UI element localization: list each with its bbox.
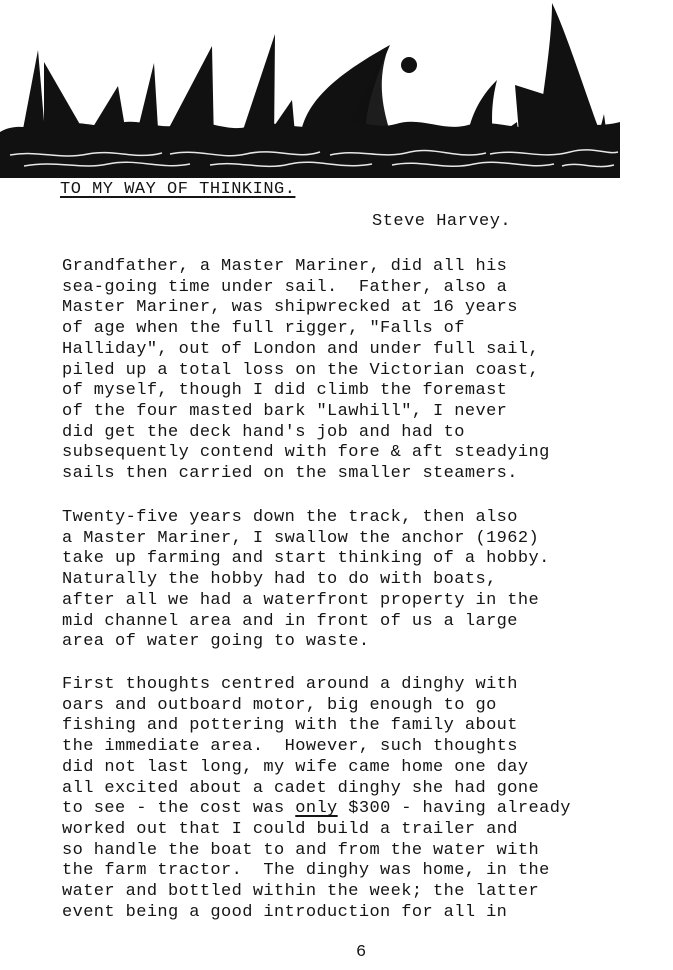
paragraph-2 [62,508,662,653]
paragraph-line: oars and outboard motor, big enough to go [62,695,497,715]
paragraph-line: area of water going to waste. [62,632,370,652]
paragraph-line: after all we had a waterfront property in the [62,590,540,610]
paragraph-line: of age when the full rigger, "Falls of [62,319,465,339]
paragraph-line: of myself, though I did climb the foremast [62,381,508,401]
sailing-ships-banner-icon [0,0,620,178]
paragraph-line: the farm tractor. The dinghy was home, in the [62,861,550,881]
paragraph-3 [62,675,662,923]
paragraph-line-with-underline [62,799,662,820]
paragraph-line: mid channel area and in front of us a large [62,611,518,631]
paragraph-line: fishing and pottering with the family about [62,716,518,736]
paragraph-line: the immediate area. However, such thoughts [62,737,518,757]
paragraph-line: did not last long, my wife came home one day [62,757,529,777]
underline-line-after: $300 - having already [337,799,571,819]
paragraph-line: subsequently contend with fore & aft steadying [62,443,550,463]
paragraph-line: event being a good introduction for all in [62,902,508,922]
paragraph-line: worked out that I could build a trailer and [62,819,518,839]
paragraph-line: water and bottled within the week; the latter [62,882,540,902]
underlined-word: only [295,799,338,819]
paragraph-line: Master Mariner, was shipwrecked at 16 years [62,298,518,318]
paragraph-line: sails then carried on the smaller steamers. [62,464,518,484]
paragraph-line: did get the deck hand's job and had to [62,422,465,442]
paragraph-line: piled up a total loss on the Victorian coast, [62,360,540,380]
paragraph-line: all excited about a cadet dinghy she had gone [62,778,540,798]
page-number: 6 [356,943,367,962]
paragraph-line: take up farming and start thinking of a hobby. [62,549,550,569]
paragraph-1 [62,257,662,485]
paragraph-line: First thoughts centred around a dinghy with [62,675,518,694]
paragraph-line: Twenty-five years down the track, then also [62,508,518,527]
paragraph-line: a Master Mariner, I swallow the anchor (1962) [62,528,540,548]
paragraph-line: of the four masted bark "Lawhill", I never [62,401,508,421]
paragraph-line: sea-going time under sail. Father, also a [62,277,508,297]
article-author: Steve Harvey. [372,212,512,231]
underline-line-before: to see - the cost was [62,799,296,819]
paragraph-line: Grandfather, a Master Mariner, did all his [62,257,508,276]
paragraph-line: Naturally the hobby had to do with boats, [62,570,497,590]
paragraph-line: so handle the boat to and from the water with [62,840,540,860]
paragraph-line: Halliday", out of London and under full sail, [62,339,540,359]
article-title: TO MY WAY OF THINKING. [60,180,296,199]
